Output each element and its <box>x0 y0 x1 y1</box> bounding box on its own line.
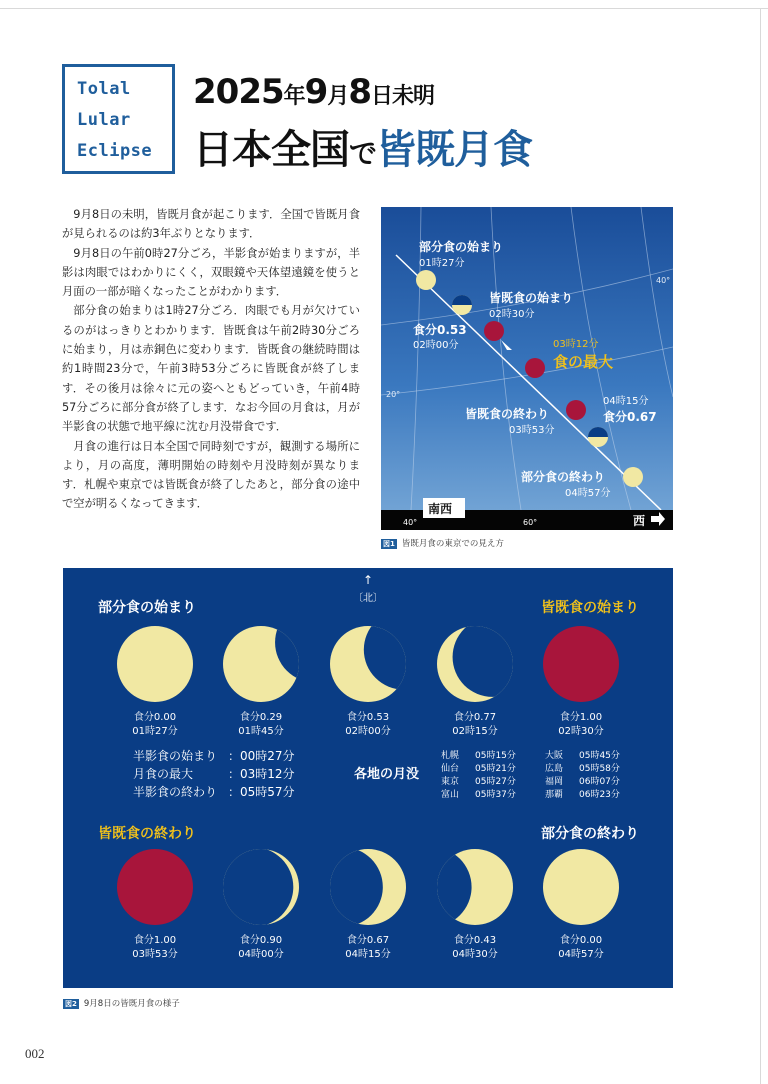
deg-40-label: 40° <box>656 276 671 285</box>
label-partial-end-time: 04時57分 <box>565 488 611 499</box>
label-total-start-time: 02時30分 <box>489 309 535 320</box>
title-day: 8 <box>348 72 372 112</box>
penumbral-label: 月食の最大 <box>133 767 194 781</box>
moon-maximum <box>525 358 545 378</box>
moonset-time: 05時45分 <box>579 751 620 761</box>
label-max-time: 03時12分 <box>553 339 599 350</box>
title-nen: 年 <box>283 84 305 109</box>
north-label: 〔北〕 <box>353 593 383 604</box>
moon-partial-start <box>416 270 436 290</box>
phase-time: 01時45分 <box>238 726 284 737</box>
moon-phase <box>543 626 619 702</box>
penumbral-time: ：03時12分 <box>228 767 295 781</box>
header-total-end: 皆既食の終わり <box>98 826 196 842</box>
figure-2-eclipse-phases <box>63 568 673 988</box>
label-partial-start-time: 01時27分 <box>419 258 465 269</box>
label-partial-end: 部分食の終わり <box>521 470 606 484</box>
paragraph: 部分食の始まりは1時27分ごろ．肉眼でも月が欠けているのがはっきりとわかります．皆既食は午前2時30分ごろに始まり，月は赤銅色に変わります．皆既食の継続時間は約1時間23分で，午前3時53分ごろに皆既食が終了します．その後月は徐々に元の姿へともどっていき，午前4時57分ごろに部分食が終了します．なお今回の月食は，月が半影食の状態で地平線に沈む月没帯食です． <box>62 304 360 434</box>
moon-mag-053 <box>452 295 472 315</box>
moonset-city: 大阪 <box>545 751 564 761</box>
title-date <box>193 72 434 112</box>
label-partial-start: 部分食の始まり <box>419 240 504 254</box>
label-mag-053: 食分0.53 <box>413 323 467 337</box>
moonset-city: 富山 <box>441 790 460 800</box>
moonset-time: 05時37分 <box>475 790 516 800</box>
label-line-3: Eclipse <box>77 141 153 161</box>
bottom-60-label: 60° <box>523 518 538 527</box>
phase-magnitude: 食分0.77 <box>453 712 497 723</box>
phase-magnitude: 食分0.00 <box>559 935 603 946</box>
page-title <box>193 118 532 175</box>
moon-partial-end <box>623 467 643 487</box>
title-month: 9 <box>304 72 328 112</box>
title-year: 2025 <box>193 72 284 112</box>
paragraph: 9月8日の午前0時27分ごろ，半影食が始まりますが，半影は肉眼ではわかりにくく，双眼鏡や天体望遠鏡を使うと月面の一部が暗くなったことがわかります． <box>62 246 360 299</box>
label-total-start: 皆既食の始まり <box>489 291 574 305</box>
moon-total-start <box>484 321 504 341</box>
moonset-time: 06時07分 <box>579 777 620 787</box>
figure-1-caption-text: 皆既月食の東京での見え方 <box>401 539 504 549</box>
page-number: 002 <box>25 1046 45 1061</box>
label-line-2: Lular <box>77 110 131 130</box>
moon-total-end <box>566 400 586 420</box>
phase-magnitude: 食分1.00 <box>133 935 177 946</box>
phase-time: 04時00分 <box>238 949 284 960</box>
label-maximum: 食の最大 <box>553 353 614 371</box>
moonset-title: 各地の月没 <box>354 767 420 782</box>
right-rule <box>760 8 761 1084</box>
label-total-end-time: 03時53分 <box>509 425 555 436</box>
paragraph: 9月8日の未明，皆既月食が起こります．全国で皆既月食が見られるのは約3年ぶりとなります． <box>62 208 360 241</box>
moonset-city: 那覇 <box>545 790 564 800</box>
moonset-time: 05時21分 <box>475 764 516 774</box>
phase-time: 02時00分 <box>345 726 391 737</box>
moonset-city: 仙台 <box>441 764 460 774</box>
north-arrow-icon: ↑ <box>362 573 374 587</box>
paragraph: 月食の進行は日本全国で同時刻ですが，観測する場所により，月の高度，薄明開始の時刻や月没時刻が異なります．札幌や東京では皆既食が終了したあと，部分食の途中で空が明るくなってきます． <box>62 439 360 511</box>
moon-phase <box>117 849 193 925</box>
header-partial-end: 部分食の終わり <box>541 826 639 842</box>
phase-magnitude: 食分0.29 <box>239 712 283 723</box>
figure-2-caption-text: 9月8日の皆既月食の様子 <box>83 999 180 1009</box>
phase-time: 01時27分 <box>132 726 178 737</box>
phase-magnitude: 食分0.53 <box>346 712 390 723</box>
label-total-end: 皆既食の終わり <box>465 407 550 421</box>
title-gatsu: 月 <box>327 84 349 109</box>
phase-time: 03時53分 <box>132 949 178 960</box>
moon-phase <box>117 626 193 702</box>
phase-magnitude: 食分0.00 <box>133 712 177 723</box>
moonset-time: 05時58分 <box>579 764 620 774</box>
label-line-1: Tolal <box>77 79 131 99</box>
moonset-city: 福岡 <box>545 777 564 787</box>
header-total-start: 皆既食の始まり <box>541 600 639 616</box>
bottom-40-label: 40° <box>403 518 418 527</box>
figure-2-tag: 図2 <box>65 1000 77 1008</box>
phase-magnitude: 食分0.90 <box>239 935 283 946</box>
phase-time: 04時15分 <box>345 949 391 960</box>
figure-2-caption <box>63 997 180 1009</box>
phase-magnitude: 食分1.00 <box>559 712 603 723</box>
moonset-time: 06時23分 <box>579 790 620 800</box>
moonset-city: 東京 <box>441 777 460 787</box>
moonset-time: 05時27分 <box>475 777 516 787</box>
phase-time: 04時30分 <box>452 949 498 960</box>
moon-mag-067 <box>588 427 608 447</box>
moon-phase <box>543 849 619 925</box>
penumbral-label: 半影食の終わり <box>133 785 218 799</box>
title-part2: で <box>349 137 377 170</box>
figure-1-tag: 図1 <box>383 540 395 548</box>
label-west: 西 <box>633 514 646 528</box>
article-body <box>62 205 360 514</box>
phase-time: 04時57分 <box>558 949 604 960</box>
title-nichi: 日未明 <box>371 84 435 109</box>
penumbral-time: ：05時57分 <box>228 785 295 799</box>
label-mag-067-time: 04時15分 <box>603 396 649 407</box>
penumbral-time: ：00時27分 <box>228 749 295 763</box>
label-mag-067: 食分0.67 <box>603 410 657 424</box>
top-rule <box>0 8 768 9</box>
phase-time: 02時15分 <box>452 726 498 737</box>
title-part1: 日本全国 <box>193 127 349 173</box>
moonset-time: 05時15分 <box>475 751 516 761</box>
title-part3: 皆既月食 <box>376 127 533 173</box>
deg-20-label: 20° <box>386 390 401 399</box>
phase-magnitude: 食分0.43 <box>453 935 497 946</box>
header-partial-start: 部分食の始まり <box>98 600 196 616</box>
phase-time: 02時30分 <box>558 726 604 737</box>
figure-1-caption <box>381 537 504 549</box>
label-mag-053-time: 02時00分 <box>413 340 459 351</box>
penumbral-label: 半影食の始まり <box>133 749 218 763</box>
figure-1-sky-chart <box>381 207 673 530</box>
section-label-box <box>62 64 175 174</box>
moonset-city: 広島 <box>545 764 564 774</box>
label-south-west: 南西 <box>428 502 453 516</box>
phase-magnitude: 食分0.67 <box>346 935 390 946</box>
moonset-city: 札幌 <box>441 751 460 761</box>
